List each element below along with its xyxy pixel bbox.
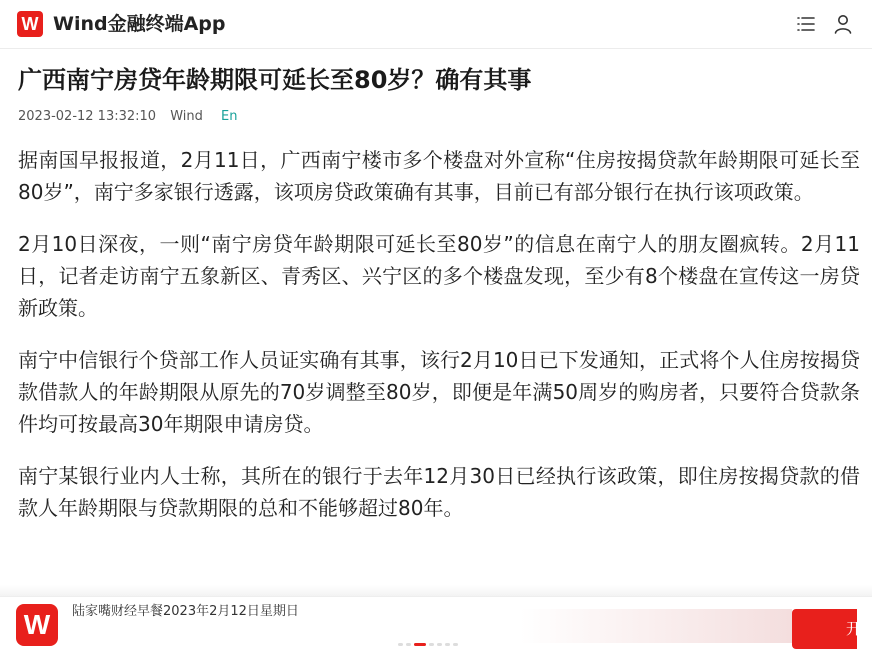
article-meta — [18, 108, 247, 126]
app-download-banner — [0, 596, 872, 658]
english-toggle-link[interactable]: En — [221, 109, 238, 124]
article-body — [18, 144, 860, 544]
open-app-button[interactable] — [792, 609, 863, 649]
carousel-dot[interactable] — [453, 643, 458, 646]
user-icon[interactable] — [832, 13, 854, 35]
carousel-dot[interactable] — [437, 643, 442, 646]
app-name: Wind金融终端App — [53, 13, 226, 35]
publish-datetime: 2023-02-12 13:32:10 — [18, 109, 157, 124]
top-bar — [0, 0, 872, 49]
article-paragraph: 据南国早报报道，2月11日，广西南宁楼市多个楼盘对外宣称“住房按揭贷款年龄期限可延长至80岁”，南宁多家银行透露，该项房贷政策确有其事，目前已有部分银行在执行该项政策。 — [18, 148, 860, 204]
banner-headline-link[interactable]: 陆家嘴财经早餐2023年2月12日星期日 — [72, 604, 299, 619]
article-paragraph: 南宁中信银行个贷部工作人员证实确有其事，该行2月10日已下发通知，正式将个人住房按揭贷款借款人的年龄期限从原先的70岁调整至80岁，即便是年满50周岁的购房者，只要符合贷款条件均可按最高30年期限申请房贷。 — [18, 348, 860, 436]
carousel-dot-active[interactable] — [414, 643, 426, 646]
carousel-dot[interactable] — [445, 643, 450, 646]
menu-icon[interactable] — [795, 13, 817, 35]
article-paragraph: 南宁某银行业内人士称，其所在的银行于去年12月30日已经执行该政策，即住房按揭贷款的借款人年龄期限与贷款期限的总和不能够超过80年。 — [18, 464, 860, 520]
wind-app-logo: W — [16, 604, 58, 646]
carousel-dot[interactable] — [429, 643, 434, 646]
carousel-indicator — [398, 643, 461, 647]
article-title: 广西南宁房贷年龄期限可延长至80岁？确有其事 — [18, 66, 532, 94]
article-paragraph: 2月10日深夜，一则“南宁房贷年龄期限可延长至80岁”的信息在南宁人的朋友圈疯转。2月11日，记者走访南宁五象新区、青秀区、兴宁区的多个楼盘发现，至少有8个楼盘在宣传这一房贷新政策。 — [18, 232, 860, 320]
article-source: Wind — [170, 109, 203, 124]
carousel-dot[interactable] — [398, 643, 403, 646]
wind-logo[interactable]: W — [17, 11, 43, 37]
open-app-label: 开 — [846, 619, 863, 638]
banner-gradient — [520, 609, 792, 643]
carousel-dot[interactable] — [406, 643, 411, 646]
